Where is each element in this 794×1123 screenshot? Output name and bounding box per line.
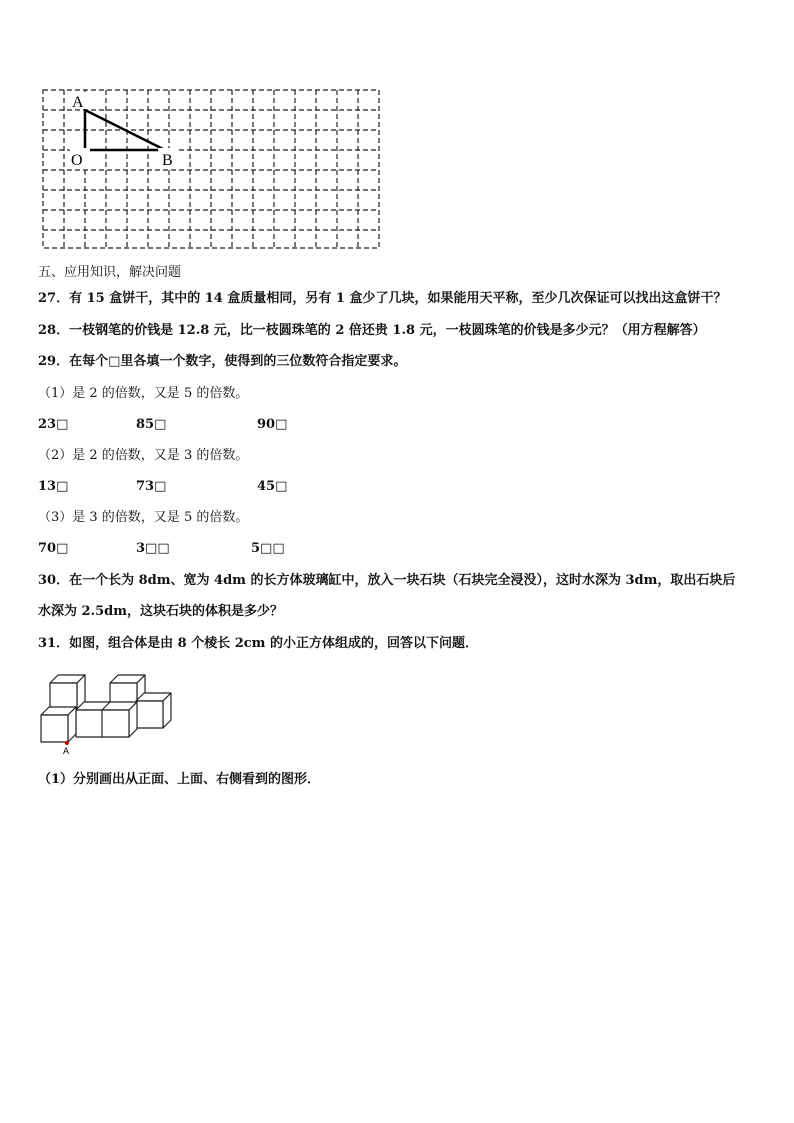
q29-part1-item2: 85□ [136,417,167,432]
cube [136,693,171,728]
question-30-line1: 30．在一个长为 8dm、宽为 4dm 的长方体玻璃缸中，放入一块石块（石块完全浸没），这时水深为 3dm，取出石块后 [38,573,736,588]
section-title: 五、应用知识，解决问题 [38,265,182,280]
question-28: 28．一枝钢笔的价钱是 12.8 元，比一枝圆珠笔的 2 倍还贵 1.8 元，一枝圆珠笔的价钱是多少元？（用方程解答） [38,323,706,338]
q29-part2-label: （2）是 2 的倍数，又是 3 的倍数。 [38,448,249,463]
q29-part3-item3: 5□□ [251,541,285,556]
q29-part3-label: （3）是 3 的倍数，又是 5 的倍数。 [38,510,249,525]
q29-part2-item3: 45□ [257,479,288,494]
cube [102,702,137,737]
q29-part1-label: （1）是 2 的倍数，又是 5 的倍数。 [38,386,249,401]
triangle-aob [85,110,165,150]
q29-part1-item3: 90□ [257,417,288,432]
label-a: A [72,94,84,111]
point-a-label: A [63,746,70,756]
cube [41,707,76,742]
label-b: B [162,152,173,169]
question-27: 27．有 15 盒饼干，其中的 14 盒质量相同，另有 1 盒少了几块，如果能用天平称，至少几次保证可以找出这盒饼干？ [38,291,727,306]
q29-part2-item2: 73□ [136,479,167,494]
q29-part3-item2: 3□□ [136,541,170,556]
label-o: O [71,152,83,169]
q29-part3-item1: 70□ [38,541,69,556]
question-31-stem: 31．如图，组合体是由 8 个棱长 2cm 的小正方体组成的，回答以下问题． [38,636,478,651]
cube [50,675,85,710]
question-30-line2: 水深为 2.5dm，这块石块的体积是多少？ [38,604,283,619]
q29-part2-item1: 13□ [38,479,69,494]
question-31-sub1: （1）分别画出从正面、上面、右侧看到的图形． [38,772,321,787]
point-a-marker [65,741,69,745]
grid-figure [40,88,382,252]
q29-part1-item1: 23□ [38,417,69,432]
cube-composite-figure [36,668,176,758]
question-29-stem: 29．在每个□里各填一个数字，使得到的三位数符合指定要求。 [38,354,407,369]
